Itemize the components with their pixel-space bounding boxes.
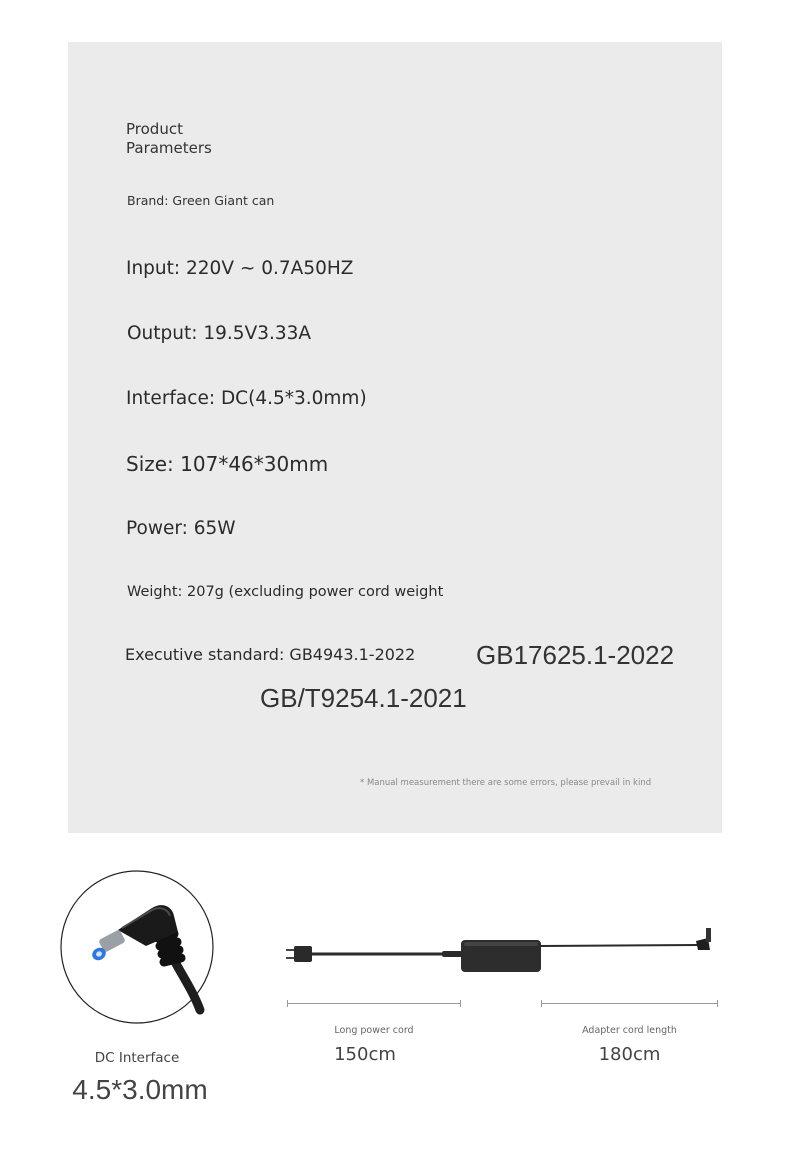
adapter-cord-label: Adapter cord length xyxy=(582,1025,677,1036)
adapter-cord-length: 180cm xyxy=(598,1044,661,1065)
power-adapter-icon xyxy=(278,918,728,978)
dc-interface-size: 4.5*3.0mm xyxy=(72,1074,208,1105)
standard-code-2: GB17625.1-2022 xyxy=(476,640,675,670)
power-cord-label: Long power cord xyxy=(334,1025,414,1036)
dc-interface-label: DC Interface xyxy=(94,1050,180,1066)
executive-standard: Executive standard: GB4943.1-2022 xyxy=(125,645,416,664)
adapter-cord-dimension-line xyxy=(541,1003,718,1004)
size-spec: Size: 107*46*30mm xyxy=(126,452,329,476)
dc-plug-icon xyxy=(60,870,214,1024)
power-cord-length: 150cm xyxy=(334,1044,396,1065)
weight-spec: Weight: 207g (excluding power cord weight xyxy=(127,584,444,600)
power-spec: Power: 65W xyxy=(126,518,236,539)
interface-spec: Interface: DC(4.5*3.0mm) xyxy=(126,388,367,409)
parameters-panel xyxy=(68,42,722,833)
brand-text: Brand: Green Giant can xyxy=(127,193,275,208)
standard-code-3: GB/T9254.1-2021 xyxy=(260,683,467,713)
measurement-note: * Manual measurement there are some errors, please prevail in kind xyxy=(360,778,652,788)
input-spec: Input: 220V ~ 0.7A50HZ xyxy=(126,258,354,279)
section-title: Product Parameters xyxy=(126,120,212,157)
output-spec: Output: 19.5V3.33A xyxy=(127,323,312,344)
power-cord-dimension-line xyxy=(287,1003,461,1004)
